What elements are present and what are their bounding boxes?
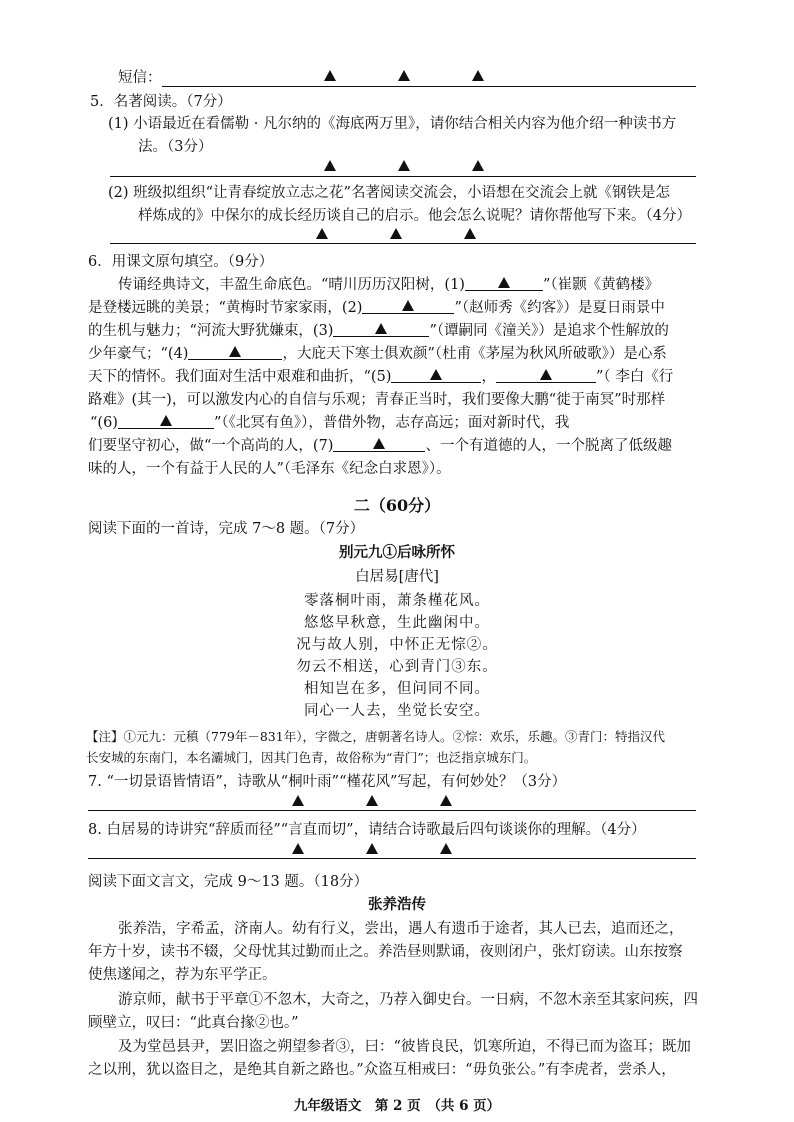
prose-line: 游京师，献书于平章①不忽木，大奇之，乃荐入御史台。一日病，不忽木亲至其家问疾，四: [118, 992, 698, 1008]
poem-line: 悠悠早秋意，生此幽闲中。: [304, 615, 490, 631]
q7-question: 7. “一切景语皆情语”，诗歌从“桐叶雨”“槿花风”写起，有何妙处？（3分）: [88, 774, 567, 790]
answer-triangle-icon: [430, 369, 442, 380]
prose-line: 之以刑，犹以盗目之，是绝其自新之路也。”众盗互相戒曰：“毋负张公。”有李虎者，尝杀人，: [88, 1062, 676, 1078]
answer-triangle-icon: [292, 843, 304, 854]
q6-line4: 少年豪气；“(4) ，大庇天下寒士俱欢颜”（杜甫《茅屋为秋风所破歌》）是心系: [88, 346, 667, 362]
q5-part1-line2: 法。（3分）: [138, 139, 213, 155]
sms-label: 短信：: [118, 70, 162, 86]
fill-blank-5b[interactable]: [496, 368, 596, 383]
answer-triangle-icon: [402, 300, 414, 311]
answer-triangle-icon: [366, 795, 378, 806]
answer-triangle-icon: [498, 277, 510, 288]
q6-line2: 是登楼远眺的美景；“黄梅时节家家雨，(2) ”（赵师秀《约客》）是夏日雨景中: [88, 300, 665, 316]
q5-part2-line1: (2) 班级拟组织“让青春绽放立志之花”名著阅读交流会，小语想在交流会上就《钢铁是怎: [108, 185, 670, 201]
fill-blank-2[interactable]: [362, 299, 454, 314]
q6-line7: “(6) ”（《北冥有鱼》），普借外物，志存高远；面对新时代，我: [90, 415, 570, 431]
answer-triangle-icon: [398, 70, 410, 81]
prose-line: 及为堂邑县尹，罢旧盗之朔望参者③，曰：“彼皆良民，饥寒所迫，不得已而为盗耳；既加: [118, 1039, 691, 1055]
poem-author: 白居易[唐代]: [355, 569, 439, 585]
answer-triangle-icon: [366, 843, 378, 854]
q8-question: 8. 白居易的诗讲究“辞质而径”“言直而切”，请结合诗歌最后四句谈谈你的理解。（4分）: [88, 822, 646, 838]
answer-triangle-icon: [375, 323, 387, 334]
answer-triangle-icon: [472, 70, 484, 81]
poem-line: 相知岂在多，但问同不同。: [304, 681, 490, 697]
q8-answer-line[interactable]: [88, 858, 696, 859]
poem-notes-line1: 【注】①元九：元稹（779年－831年），字微之，唐朝著名诗人。②悰：欢乐，乐趣。③青门：特指汉代: [86, 729, 665, 744]
answer-triangle-icon: [440, 795, 452, 806]
answer-triangle-icon: [398, 160, 410, 171]
page-footer: 九年级语文 第 2 页 （共 6 页）: [293, 1098, 501, 1114]
q7-answer-line[interactable]: [88, 810, 696, 811]
q6-line1: 传诵经典诗文，丰盈生命底色。“晴川历历汉阳树，(1) ”（崔颢《黄鹤楼》: [118, 277, 660, 293]
poem-line: 零落桐叶雨，萧条槿花风。: [304, 593, 490, 609]
sms-answer-line[interactable]: [162, 86, 696, 87]
poem-intro: 阅读下面的一首诗，完成 7～8 题。（7分）: [88, 521, 365, 537]
answer-triangle-icon: [464, 228, 476, 239]
q5-part2-answer-line[interactable]: [110, 243, 696, 244]
prose-line: 顾壁立，叹曰：“此真台掾②也。”: [88, 1015, 299, 1031]
q5-title: 5．名著阅读。（7分）: [90, 94, 232, 110]
answer-triangle-icon: [440, 843, 452, 854]
answer-triangle-icon: [373, 438, 385, 449]
prose-line: 张养浩，字希孟，济南人。幼有行义，尝出，遇人有遗币于途者，其人已去，追而还之，: [118, 921, 684, 937]
prose-line: 年方十岁，读书不辍，父母忧其过勤而止之。养浩昼则默诵，夜则闭户，张灯窃读。山东按察: [88, 944, 683, 960]
q6-line8: 们要坚守初心，做“一个高尚的人，(7) 、一个有道德的人，一个脱离了低级趣: [88, 438, 672, 454]
fill-blank-5a[interactable]: [391, 368, 481, 383]
q5-part1-line1: (1) 小语最近在看儒勒 · 凡尔纳的《海底两万里》，请你结合相关内容为他介绍一种读书方: [108, 116, 677, 132]
answer-triangle-icon: [324, 70, 336, 81]
answer-triangle-icon: [229, 346, 241, 357]
q6-line6: 路难》(其一)，可以激发内心的自信与乐观；青春正当时，我们要像大鹏“徙于南冥”时那样: [88, 392, 666, 408]
answer-triangle-icon: [292, 795, 304, 806]
poem-notes-line2: 长安城的东南门，本名灞城门，因其门色青，故俗称为“青门”；也泛指京城东门。: [86, 750, 537, 765]
q5-part2-line2: 样炼成的》中保尔的成长经历谈自己的启示。他会怎么说呢？请你帮他写下来。（4分）: [138, 208, 691, 224]
q6-title: 6．用课文原句填空。（9分）: [88, 254, 274, 270]
answer-triangle-icon: [316, 228, 328, 239]
fill-blank-7[interactable]: [333, 437, 425, 452]
answer-triangle-icon: [160, 415, 172, 426]
q6-line3: 的生机与魅力；“河流大野犹嫌束，(3) ”（谭嗣同《潼关》）是追求个性解放的: [88, 323, 669, 339]
poem-title: 别元九①后咏所怀: [339, 544, 455, 561]
q6-line5: 天下的情怀。我们面对生活中艰难和曲折，“(5) ， ”（ 李白《行: [88, 369, 674, 385]
fill-blank-6[interactable]: [118, 414, 214, 429]
answer-triangle-icon: [472, 160, 484, 171]
poem-line: 同心一人去，坐觉长安空。: [304, 703, 490, 719]
q5-part1-answer-line[interactable]: [110, 176, 696, 177]
section-2-title: 二（60分）: [353, 496, 441, 515]
fill-blank-3[interactable]: [333, 322, 429, 337]
answer-triangle-icon: [324, 160, 336, 171]
prose-intro: 阅读下面文言文，完成 9～13 题。（18分）: [88, 874, 369, 890]
poem-line: 况与故人别，中怀正无悰②。: [296, 637, 498, 653]
answer-triangle-icon: [540, 369, 552, 380]
poem-line: 勿云不相送，心到青门③东。: [296, 659, 498, 675]
answer-triangle-icon: [390, 228, 402, 239]
fill-blank-4[interactable]: [188, 345, 282, 360]
q6-line9: 味的人，一个有益于人民的人”（毛泽东《纪念白求恩》）。: [88, 461, 451, 477]
prose-title: 张养浩传: [368, 896, 426, 913]
fill-blank-1[interactable]: [465, 276, 543, 291]
prose-line: 使焦遂闻之，荐为东平学正。: [88, 967, 277, 983]
